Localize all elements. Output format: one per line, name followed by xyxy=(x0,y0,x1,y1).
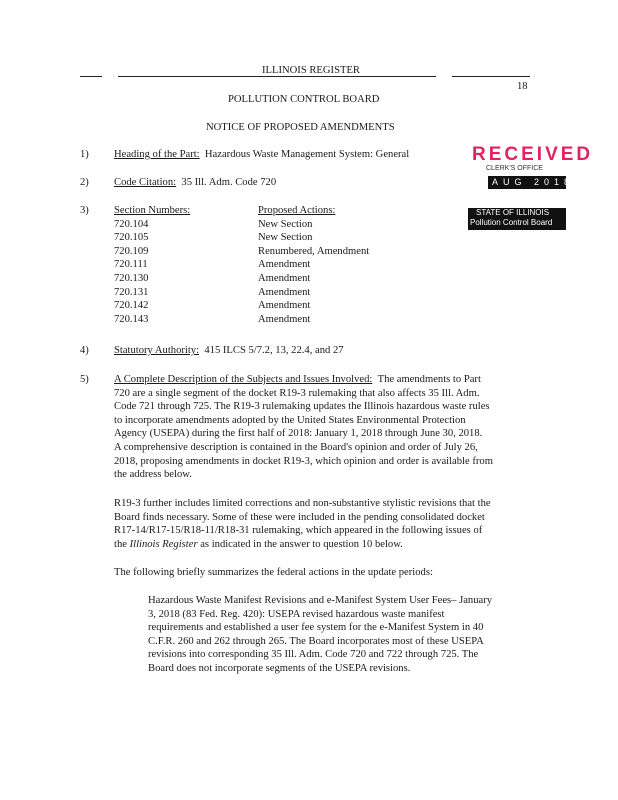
text-line: the address below. xyxy=(114,469,192,481)
text-line: C.F.R. 260 and 262 through 265. The Board incorporates most of these USEPA xyxy=(148,635,484,647)
text-line: requirements and established a user fee system for the e-Manifest System in 40 xyxy=(148,622,484,634)
item-1 xyxy=(114,148,409,162)
illinois-register-italic: Illinois Register xyxy=(129,538,198,550)
section-numbers-header: Section Numbers: xyxy=(114,205,191,216)
proposed-actions-column xyxy=(258,204,369,326)
text-line: R19-3 further includes limited corrections and non-substantive stylistic revisions that the xyxy=(114,498,491,509)
item-4-text: 415 ILCS 5/7.2, 13, 22.4, and 27 xyxy=(204,345,344,356)
stamp-received: RECEIVED xyxy=(472,144,594,165)
page-number: 18 xyxy=(517,81,528,92)
text-line: revisions into corresponding 35 Ill. Adm. Code 720 and 722 through 725. The xyxy=(148,649,479,661)
text-line: Board finds necessary. Some of these were included in the pending consolidated docket xyxy=(114,511,485,523)
item-5-paragraph-3: The following briefly summarizes the federal actions in the update periods: xyxy=(114,567,433,578)
section-number: 720.143 xyxy=(114,313,149,325)
notice-title: NOTICE OF PROPOSED AMENDMENTS xyxy=(206,122,395,133)
item-2-number: 2) xyxy=(80,177,89,188)
stamp-state: STATE OF ILLINOIS xyxy=(476,208,550,217)
section-number: 720.105 xyxy=(114,232,149,244)
item-5-paragraph-2 xyxy=(114,497,491,551)
item-1-text: Hazardous Waste Management System: General xyxy=(204,149,410,160)
section-number: 720.109 xyxy=(114,245,149,257)
proposed-action: New Section xyxy=(258,218,313,230)
text-line: Agency (USEPA) during the first half of 2018: January 1, 2018 through June 30, 2018. xyxy=(114,428,483,440)
section-number: 720.104 xyxy=(114,218,149,230)
text-line: Hazardous Waste Manifest Revisions and e-Manifest System User Fees– January xyxy=(148,595,493,606)
board-name: POLLUTION CONTROL BOARD xyxy=(228,94,380,105)
item-5-label: A Complete Description of the Subjects and Issues Involved: xyxy=(114,374,373,385)
proposed-action: Amendment xyxy=(258,259,311,271)
section-numbers-column xyxy=(114,204,190,326)
stamp-date: AUG 2018 xyxy=(492,177,575,187)
proposed-action: Amendment xyxy=(258,272,311,284)
proposed-action: Amendment xyxy=(258,286,311,298)
item-4-label: Statutory Authority: xyxy=(114,345,200,356)
text-line: as indicated in the answer to question 10 below. xyxy=(197,538,403,550)
text-line: 2018, proposing amendments in docket R19-3, which opinion and order is available from xyxy=(114,455,493,467)
received-stamp xyxy=(468,144,594,234)
text-line: Code 721 through 725. The R19-3 rulemaking updates the Illinois hazardous waste rules xyxy=(114,401,490,413)
proposed-action: New Section xyxy=(258,232,313,244)
section-number: 720.131 xyxy=(114,286,149,298)
text-line: 3, 2018 (83 Fed. Reg. 420): USEPA revised hazardous waste manifest xyxy=(148,608,445,620)
proposed-actions-header: Proposed Actions: xyxy=(258,205,336,216)
item-4-number: 4) xyxy=(80,345,89,356)
text-line: 720 are a single segment of the docket R19-3 rulemaking that also affects 35 Ill. Adm. xyxy=(114,387,480,399)
header-rule-right xyxy=(452,76,530,77)
header-rule-left xyxy=(80,76,102,77)
federal-action-summary xyxy=(148,594,492,676)
item-2-text: 35 Ill. Adm. Code 720 xyxy=(181,177,277,188)
section-number: 720.142 xyxy=(114,300,149,312)
item-3-number: 3) xyxy=(80,205,89,216)
text-line: the xyxy=(114,538,130,550)
item-2 xyxy=(114,176,276,190)
item-4 xyxy=(114,344,344,358)
text-line: The amendments to Part xyxy=(377,374,481,385)
stamp-board: Pollution Control Board xyxy=(470,218,553,227)
text-line: Board does not incorporate segments of the USEPA revisions. xyxy=(148,662,411,674)
section-number: 720.111 xyxy=(114,259,148,271)
proposed-action: Amendment xyxy=(258,313,311,325)
proposed-action: Amendment xyxy=(258,300,311,312)
item-1-label: Heading of the Part: xyxy=(114,149,200,160)
text-line: R17-14/R17-15/R18-11/R18-31 rulemaking, which appeared in the following issues of xyxy=(114,525,483,537)
proposed-action: Renumbered, Amendment xyxy=(258,245,370,257)
stamp-clerks-office: CLERK'S OFFICE xyxy=(486,165,543,172)
register-title: ILLINOIS REGISTER xyxy=(262,65,360,76)
item-5-paragraph-1 xyxy=(114,373,493,482)
text-line: A comprehensive description is contained in the Board's opinion and order of July 26, xyxy=(114,441,478,453)
section-number: 720.130 xyxy=(114,272,149,284)
item-5-number: 5) xyxy=(80,374,89,385)
text-line: to incorporate amendments adopted by the United States Environmental Protection xyxy=(114,414,466,426)
item-1-number: 1) xyxy=(80,149,89,160)
item-2-label: Code Citation: xyxy=(114,177,177,188)
